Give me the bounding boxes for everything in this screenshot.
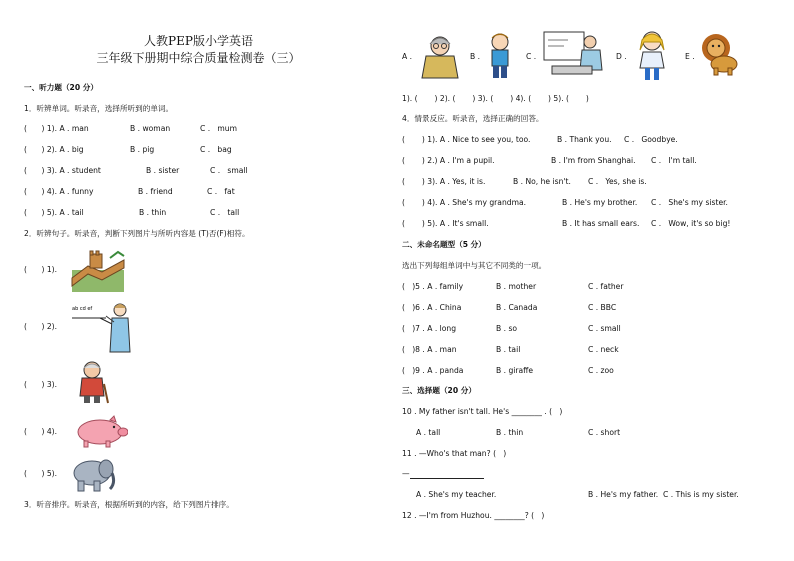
q4-item-2-a: ( ) 2.) A . I'm a pupil. <box>402 156 495 165</box>
q9-b: B . giraffe <box>496 366 534 375</box>
q4-item-4-c: C . She's my sister. <box>651 198 728 207</box>
q4-instruction: 4．情景反应。听录音，选择正确的回答。 <box>402 114 544 123</box>
q1-item-3: ( ) 3). A . student <box>24 166 101 175</box>
q2-item-1: ( ) 1). <box>24 265 58 274</box>
q5-a: ( )5 . A . family <box>402 282 464 291</box>
page-title: 人教PEP版小学英语 <box>144 34 253 48</box>
q3-letter-b: B . <box>470 52 481 61</box>
q2-item-4: ( ) 4). <box>24 427 58 436</box>
q8-c: C . neck <box>588 345 619 354</box>
q6-a: ( )6 . A . China <box>402 303 462 312</box>
q4-item-4-b: B . He's my brother. <box>562 198 638 207</box>
q4-item-5-a: ( ) 5). A . It's small. <box>402 219 489 228</box>
q7-a: ( )7 . A . long <box>402 324 457 333</box>
q4-item-2-b: B . I'm from Shanghai. <box>551 156 636 165</box>
lion-icon <box>698 32 740 76</box>
q6-c: C . BBC <box>588 303 617 312</box>
section-odd-one-out-heading: 二、未命名题型（5 分） <box>402 240 486 249</box>
q5-c: C . father <box>588 282 624 291</box>
q10-stem: 10 . My father isn't tall. He's ________ . ( ) <box>402 407 563 416</box>
q1-item-5: ( ) 5). A . tail <box>24 208 84 217</box>
q7-b: B . so <box>496 324 518 333</box>
q1-item-2-c: C . bag <box>200 145 232 154</box>
q2-item-2: ( ) 2). <box>24 322 58 331</box>
q4-item-5-c: C . Wow, it's so big! <box>651 219 731 228</box>
q1-item-1: ( ) 1). A . man <box>24 124 89 133</box>
q4-item-3-a: ( ) 3). A . Yes, it is. <box>402 177 486 186</box>
boy-icon <box>484 30 516 80</box>
great-wall-icon <box>70 248 126 294</box>
elephant-icon <box>68 455 116 495</box>
q1-item-3-b: B . sister <box>146 166 180 175</box>
q9-c: C . zoo <box>588 366 614 375</box>
q3-letter-c: C . <box>526 52 537 61</box>
q1-item-3-c: C . small <box>210 166 248 175</box>
q4-item-3-b: B . No, he isn't. <box>513 177 571 186</box>
q1-item-1-c: C . mum <box>200 124 237 133</box>
section-choice-heading: 三、选择题（20 分） <box>402 386 476 395</box>
q10-a: A . tall <box>416 428 441 437</box>
q10-b: B . thin <box>496 428 524 437</box>
q8-a: ( )8 . A . man <box>402 345 457 354</box>
pig-icon <box>70 414 128 448</box>
q7-c: C . small <box>588 324 621 333</box>
q3-letter-d: D . <box>616 52 627 61</box>
q11-answer-line <box>410 478 484 479</box>
q3-answer-row: 1). ( ) 2). ( ) 3). ( ) 4). ( ) 5). ( ) <box>402 94 589 103</box>
q11-stem: 11 . —Who's that man? ( ) <box>402 449 507 458</box>
q2-item-5: ( ) 5). <box>24 469 58 478</box>
q3-letter-e: E . <box>685 52 695 61</box>
q1-item-4-b: B . friend <box>138 187 173 196</box>
q2-instruction: 2．听辨句子。听录音，判断下列图片与所听内容是 (T)否(F)相符。 <box>24 229 250 238</box>
q4-item-2-c: C . I'm tall. <box>651 156 697 165</box>
q11-bc: B . He's my father. C . This is my sister. <box>588 490 739 499</box>
old-man-icon <box>72 360 112 404</box>
teacher-icon <box>542 30 608 78</box>
q1-item-5-c: C . tall <box>210 208 240 217</box>
q11-dash: — <box>402 469 410 478</box>
q4-item-5-b: B . It has small ears. <box>562 219 640 228</box>
q4-item-4-a: ( ) 4). A . She's my grandma. <box>402 198 527 207</box>
q1-item-4: ( ) 4). A . funny <box>24 187 94 196</box>
q1-item-5-b: B . thin <box>139 208 167 217</box>
section-listening-heading: 一、听力题（20 分） <box>24 83 98 92</box>
svg-text:ab cd ef: ab cd ef <box>72 306 93 312</box>
q6-b: B . Canada <box>496 303 538 312</box>
q5-b: B . mother <box>496 282 537 291</box>
q12-stem: 12 . —I'm from Huzhou. ________? ( ) <box>402 511 545 520</box>
q1-instruction: 1．听辨单词。听录音，选择所听到的单词。 <box>24 104 174 113</box>
q1-item-2-b: B . pig <box>130 145 155 154</box>
q4-item-1-a: ( ) 1). A . Nice to see you, too. <box>402 135 531 144</box>
q3-instruction: 3．听音排序。听录音，根据所听到的内容，给下列图片排序。 <box>24 500 234 509</box>
girl-icon <box>632 28 672 82</box>
q1-item-1-b: B . woman <box>130 124 171 133</box>
q2-item-3: ( ) 3). <box>24 380 58 389</box>
q1-item-2: ( ) 2). A . big <box>24 145 84 154</box>
q9-a: ( )9 . A . panda <box>402 366 464 375</box>
grandma-icon <box>416 32 464 80</box>
q3-letter-a: A . <box>402 52 413 61</box>
q11-a: A . She's my teacher. <box>416 490 497 499</box>
q10-c: C . short <box>588 428 621 437</box>
q8-b: B . tail <box>496 345 521 354</box>
q4-item-1-c: C . Goodbye. <box>624 135 678 144</box>
teacher-at-board-icon <box>70 298 132 354</box>
odd-one-out-instruction: 选出下列每组单词中与其它不同类的一项。 <box>402 261 547 270</box>
q4-item-1-b: B . Thank you. <box>557 135 612 144</box>
q1-item-4-c: C . fat <box>207 187 235 196</box>
q4-item-3-c: C . Yes, she is. <box>588 177 647 186</box>
page-subtitle: 三年级下册期中综合质量检测卷（三） <box>96 51 301 65</box>
